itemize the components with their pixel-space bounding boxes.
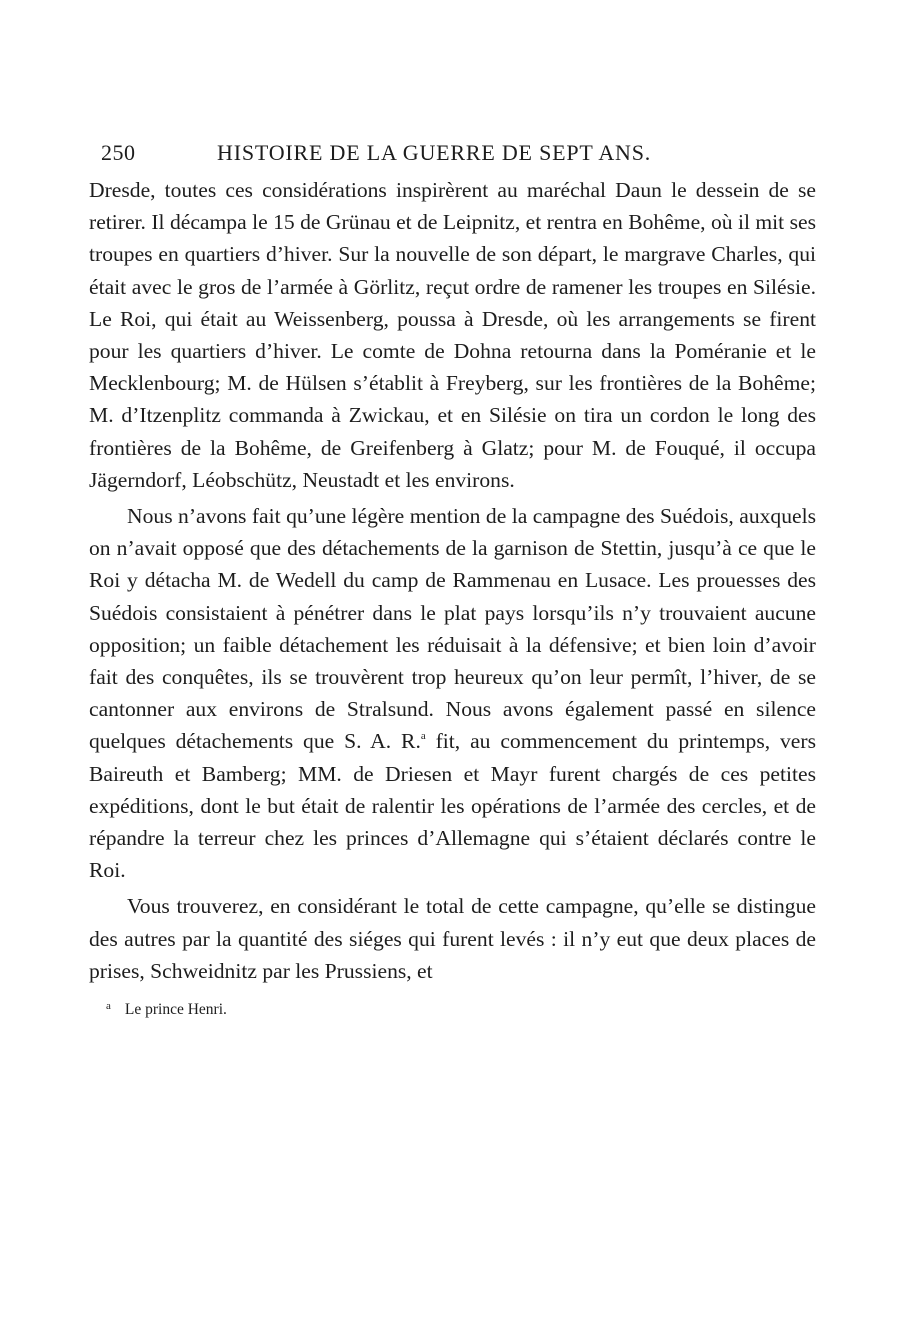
page-number: 250 <box>101 140 136 165</box>
page-header <box>89 138 816 174</box>
paragraph-3: Vous trouverez, en considérant le total de cette campagne, qu’elle se distingue des autres par la quantité des siéges qui furent levés : il n’y eut que deux places de prises, Schweidnitz par les Prussiens, et <box>89 894 816 983</box>
running-title: HISTOIRE DE LA GUERRE DE SEPT ANS. <box>217 140 652 165</box>
paragraph-2 <box>89 500 816 886</box>
paragraph-1: Dresde, toutes ces considérations inspirèrent au maréchal Daun le dessein de se retirer. Il décampa le 15 de Grünau et de Leipnitz, et rentra en Bohême, où il mit ses troupes en quartiers d’hiver. Sur la nouvelle de son départ, le margrave Charles, qui était avec le gros de l’armée à Görlitz, reçut ordre de ramener les troupes en Silésie. Le Roi, qui était au Weissenberg, poussa à Dresde, où les arrangements se firent pour les quartiers d’hiver. Le comte de Dohna retourna dans la Poméranie et le Mecklenbourg; M. de Hülsen s’établit à Freyberg, sur les frontières de la Bohême; M. d’Itzenplitz commanda à Zwickau, et en Silésie on tira un cordon le long des frontières de la Bohême, de Greifenberg à Glatz; pour M. de Fouqué, il occupa Jägerndorf, Léobschütz, Neustadt et les environs. <box>89 178 816 492</box>
paragraph-2-text-a: Nous n’avons fait qu’une légère mention de la campagne des Suédois, auxquels on n’avait opposé que des détachements de la garnison de Stettin, jusqu’à ce que le Roi y détacha M. de Wedell du camp de Rammenau en Lusace. Les prouesses des Suédois consistaient à pénétrer dans le plat pays lorsqu’ils n’y trouvaient aucune opposition; un faible détachement les réduisait à la défensive; et bien loin d’avoir fait des conquêtes, ils se trouvèrent trop heureux qu’on leur permît, l’hiver, de se cantonner aux environs de Stralsund. Nous avons également passé en silence quelques détachements que S. A. R. <box>89 504 816 754</box>
footnote-reference[interactable]: a <box>420 730 426 743</box>
footnote-text: Le prince Henri. <box>124 1001 227 1019</box>
footnote <box>89 995 816 1021</box>
footnote-mark: a <box>106 1000 111 1013</box>
book-page <box>89 138 816 1021</box>
paragraph-2-text-b: fit, au commencement du printemps, vers Baireuth et Bamberg; MM. de Driesen et Mayr furent chargés de ces petites expéditions, dont le but était de ralentir les opérations de l’armée des cercles, et de répandre la terreur chez les princes d’Allemagne qui s’étaient déclarés contre le Roi. <box>89 729 816 883</box>
